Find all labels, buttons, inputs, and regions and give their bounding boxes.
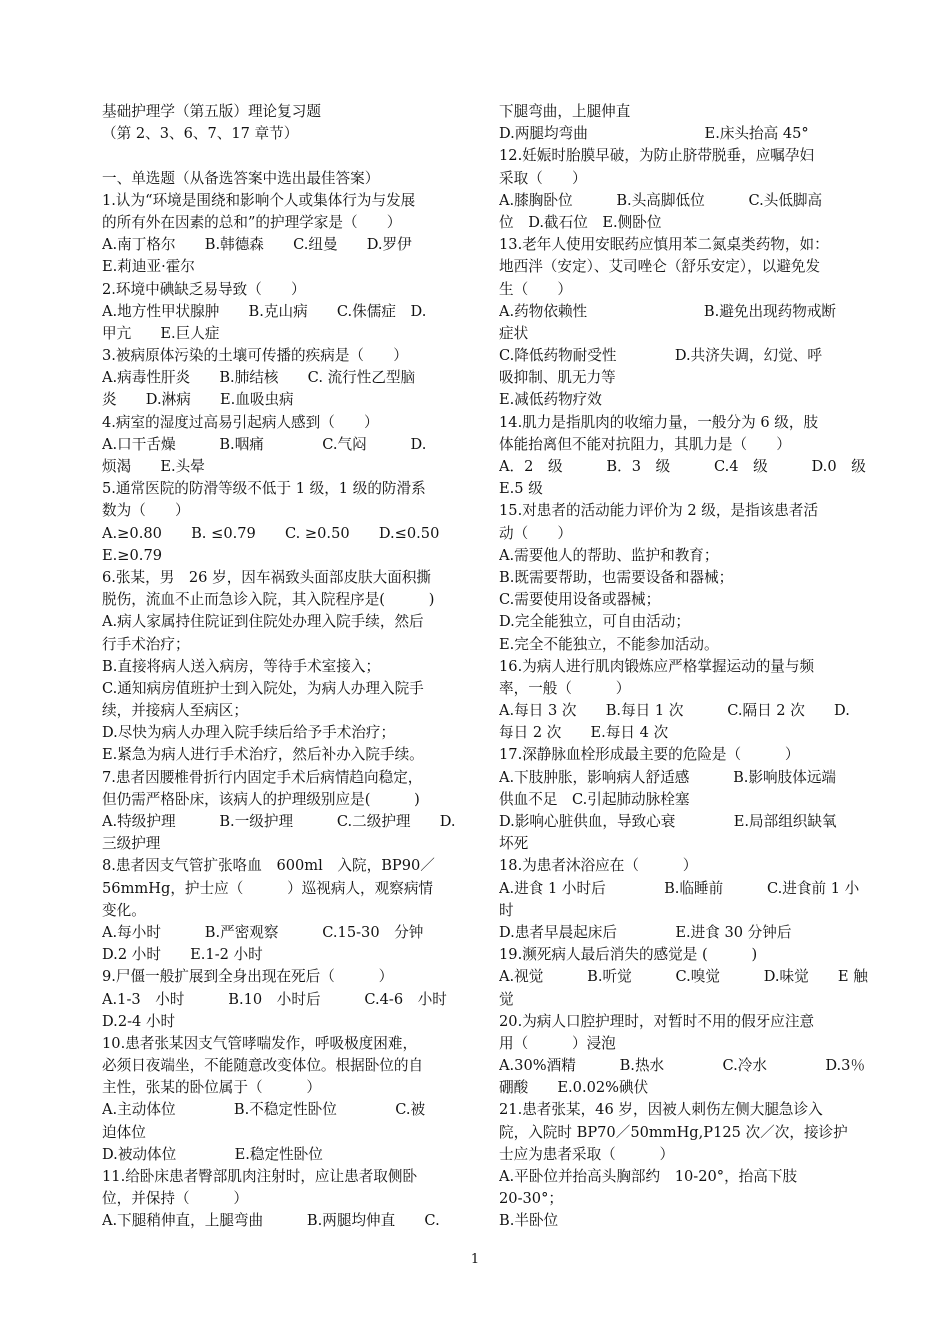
right-line-1: 下腿弯曲，上腿伸直 xyxy=(499,103,631,120)
right-line-34: 坏死 xyxy=(499,835,529,853)
right-line-50: 20-30°； xyxy=(499,1190,563,1208)
right-line-16: 体能抬离但不能对抗阻力，其肌力是（ ） xyxy=(499,435,791,453)
left-line-19: 数为（ ） xyxy=(102,502,190,520)
right-line-21: A.需要他人的帮助、监护和教育； xyxy=(499,546,719,564)
right-line-11: 症状 xyxy=(499,324,529,342)
right-line-17: A．2 级 B．3 级 C.4 级 D.0 级 xyxy=(499,458,866,475)
right-line-25: E.完全不能独立，不能参加活动。 xyxy=(499,635,719,653)
left-line-39: D.2 小时 E.1-2 小时 xyxy=(102,946,263,964)
left-line-12: 3.被病原体污染的土壤可传播的疾病是（ ） xyxy=(102,347,408,365)
left-line-13: A.病毒性肝炎 B.肺结核 C. 流行性乙型脑 xyxy=(102,369,416,387)
right-line-19: 15.对患者的活动能力评价为 2 级，是指该患者活 xyxy=(499,502,819,520)
right-line-45: 硼酸 E.0.02%碘伏 xyxy=(499,1079,649,1097)
left-line-29: D.尽快为病人办理入院手续后给予手术治疗； xyxy=(102,724,396,742)
left-line-20: A.≥0.80 B. ≤0.79 C. ≥0.50 D.≤0.50 xyxy=(102,524,440,542)
right-line-36: A.进食 1 小时后 B.临睡前 C.进食前 1 小 xyxy=(499,879,860,897)
left-line-40: 9.尸僵一般扩展到全身出现在死后（ ） xyxy=(102,968,394,986)
right-line-32: 供血不足 C.引起肺动脉栓塞 xyxy=(499,790,690,808)
left-line-28: 续，并接病人至病区； xyxy=(102,702,248,720)
left-line-9: 2.环境中碘缺乏易导致（ ） xyxy=(102,280,306,298)
left-line-24: A.病人家属持住院证到住院处办理入院手续，然后 xyxy=(102,613,424,631)
left-line-15: 4.病室的湿度过高易引起病人感到（ ） xyxy=(102,413,379,431)
right-line-28: A.每日 3 次 B.每日 1 次 C.隔日 2 次 D. xyxy=(499,702,850,720)
left-line-30: E.紧急为病人进行手术治疗，然后补办入院手续。 xyxy=(102,746,424,764)
left-line-26: B.直接将病人送入病房，等待手术室接入； xyxy=(102,657,381,675)
right-line-3: 12.妊娠时胎膜早破，为防止脐带脱垂，应嘱孕妇 xyxy=(499,147,815,165)
left-line-38: A.每小时 B.严密观察 C.15-30 分钟 xyxy=(102,923,424,941)
right-line-12: C.降低药物耐受性 D.共济失调，幻觉、呼 xyxy=(499,347,822,365)
right-line-10: A.药物依赖性 B.避免出现药物戒断 xyxy=(499,302,837,320)
left-line-48: D.被动体位 E.稳定性卧位 xyxy=(102,1145,323,1163)
left-line-3 xyxy=(102,145,472,167)
left-line-21: E.≥0.79 xyxy=(102,546,163,564)
right-line-6: 位 D.截石位 E.侧卧位 xyxy=(499,213,662,231)
right-line-23: C.需要使用设备或器械； xyxy=(499,591,661,609)
right-line-43: 用（ ）浸泡 xyxy=(499,1034,616,1052)
right-line-5: A.膝胸卧位 B.头高脚低位 C.头低脚高 xyxy=(499,191,823,209)
right-line-29: 每日 2 次 E.每日 4 次 xyxy=(499,724,669,742)
right-line-30: 17.深静脉血栓形成最主要的危险是（ ） xyxy=(499,746,800,764)
right-line-44: A.30%酒精 B.热水 C.冷水 D.3％ xyxy=(499,1057,866,1075)
right-line-35: 18.为患者沐浴应在（ ） xyxy=(499,857,698,875)
left-line-42: D.2-4 小时 xyxy=(102,1012,176,1030)
left-line-4: 一、单选题（从备选答案中选出最佳答案） xyxy=(102,169,380,187)
right-line-41: 觉 xyxy=(499,990,514,1008)
right-line-20: 动（ ） xyxy=(499,524,572,542)
left-line-23: 脱伤，流血不止而急诊入院，其入院程序是( ) xyxy=(102,591,435,609)
right-line-48: 士应为患者采取（ ） xyxy=(499,1145,675,1163)
right-line-2: D.两腿均弯曲 E.床头抬高 45° xyxy=(499,125,809,143)
right-line-22: B.既需要帮助，也需要设备和器械； xyxy=(499,568,734,586)
right-line-33: D.影响心脏供血，导致心衰 E.局部组织缺氧 xyxy=(499,813,837,830)
left-line-10: A.地方性甲状腺肿 B.克山病 C.侏儒症 D. xyxy=(102,302,427,320)
left-line-7: A.南丁格尔 B.韩德森 C.纽曼 D.罗伊 xyxy=(102,236,412,254)
left-line-18: 5.通常医院的防滑等级不低于 1 级，1 级的防滑系 xyxy=(102,480,426,498)
left-line-43: 10.患者张某因支气管哮喘发作，呼吸极度困难， xyxy=(102,1034,418,1052)
left-line-36: 56mmHg，护士应（ ）巡视病人，观察病情 xyxy=(102,879,434,897)
left-line-6: 的所有外在因素的总和”的护理学家是（ ） xyxy=(102,213,402,231)
right-line-14: E.减低药物疗效 xyxy=(499,391,602,409)
right-line-24: D.完全能独立，可自由活动； xyxy=(499,613,690,631)
left-line-22: 6.张某，男 26 岁，因车祸致头面部皮肤大面积撕 xyxy=(102,568,432,586)
left-line-14: 炎 D.淋病 E.血吸虫病 xyxy=(102,391,294,409)
right-line-47: 院，入院时 BP70／50mmHg,P125 次／次，接诊护 xyxy=(499,1123,848,1141)
left-line-8: E.莉迪亚·霍尔 xyxy=(102,258,195,276)
left-column xyxy=(102,101,472,1233)
right-line-40: A.视觉 B.听觉 C.嗅觉 D.味觉 E 触 xyxy=(499,968,868,986)
left-line-51: A.下腿稍伸直，上腿弯曲 B.两腿均伸直 C. xyxy=(102,1212,440,1230)
left-line-16: A.口干舌燥 B.咽痛 C.气闷 D. xyxy=(102,435,427,453)
left-line-34: 三级护理 xyxy=(102,835,161,853)
left-line-47: 迫体位 xyxy=(102,1123,146,1141)
right-line-31: A.下肢肿胀，影响病人舒适感 B.影响肢体远端 xyxy=(499,768,837,786)
left-line-45: 主性，张某的卧位属于（ ） xyxy=(102,1079,321,1097)
left-line-2: （第 2、3、6、7、17 章节） xyxy=(102,125,299,143)
right-line-26: 16.为病人进行肌肉锻炼应严格掌握运动的量与频 xyxy=(499,657,815,675)
left-line-50: 位，并保持（ ） xyxy=(102,1190,248,1208)
right-line-38: D.患者早晨起床后 E.进食 30 分钟后 xyxy=(499,923,792,941)
right-line-15: 14.肌力是指肌肉的收缩力量，一般分为 6 级，肢 xyxy=(499,413,819,431)
right-line-42: 20.为病人口腔护理时，对暂时不用的假牙应注意 xyxy=(499,1012,815,1030)
right-line-7: 13.老年人使用安眠药应慎用苯二氮桌类药物，如： xyxy=(499,236,829,254)
left-line-1: 基础护理学（第五版）理论复习题 xyxy=(102,103,321,120)
left-line-25: 行手术治疗； xyxy=(102,635,190,653)
right-line-49: A.平卧位并抬高头胸部约 10-20°，抬高下肢 xyxy=(499,1168,798,1185)
left-line-41: A.1-3 小时 B.10 小时后 C.4-6 小时 xyxy=(102,990,447,1008)
left-line-33: A.特级护理 B.一级护理 C.二级护理 D. xyxy=(102,813,456,830)
left-line-17: 烦渴 E.头晕 xyxy=(102,458,205,475)
left-line-11: 甲亢 E.巨人症 xyxy=(102,324,220,342)
right-line-13: 吸抑制、肌无力等 xyxy=(499,369,616,387)
left-line-49: 11.给卧床患者臀部肌肉注射时，应让患者取侧卧 xyxy=(102,1168,418,1185)
left-line-5: 1.认为“环境是围绕和影响个人或集体行为与发展 xyxy=(102,191,416,209)
right-line-37: 时 xyxy=(499,901,514,919)
left-line-31: 7.患者因腰椎骨折行内固定手术后病情趋向稳定， xyxy=(102,768,423,786)
page-number: 1 xyxy=(470,1252,480,1267)
right-line-27: 率，一般（ ） xyxy=(499,679,631,697)
right-line-39: 19.濒死病人最后消失的感觉是 ( ) xyxy=(499,946,758,964)
right-line-4: 采取（ ） xyxy=(499,169,587,187)
left-line-27: C.通知病房值班护士到入院处，为病人办理入院手 xyxy=(102,679,424,697)
right-line-8: 地西泮（安定）、艾司唑仑（舒乐安定），以避免发 xyxy=(499,258,821,276)
right-line-46: 21.患者张某，46 岁，因被人刺伤左侧大腿急诊入 xyxy=(499,1101,823,1119)
right-line-51: B.半卧位 xyxy=(499,1212,559,1230)
left-line-37: 变化。 xyxy=(102,901,146,919)
left-line-35: 8.患者因支气管扩张咯血 600ml 入院，BP90／ xyxy=(102,857,435,875)
right-column xyxy=(499,101,869,1233)
left-line-44: 必须日夜端坐，不能随意改变体位。根据卧位的自 xyxy=(102,1057,424,1075)
left-line-32: 但仍需严格卧床，该病人的护理级别应是( ) xyxy=(102,790,420,808)
right-line-18: E.5 级 xyxy=(499,480,543,498)
right-line-9: 生（ ） xyxy=(499,280,572,298)
left-line-46: A.主动体位 B.不稳定性卧位 C.被 xyxy=(102,1101,426,1119)
